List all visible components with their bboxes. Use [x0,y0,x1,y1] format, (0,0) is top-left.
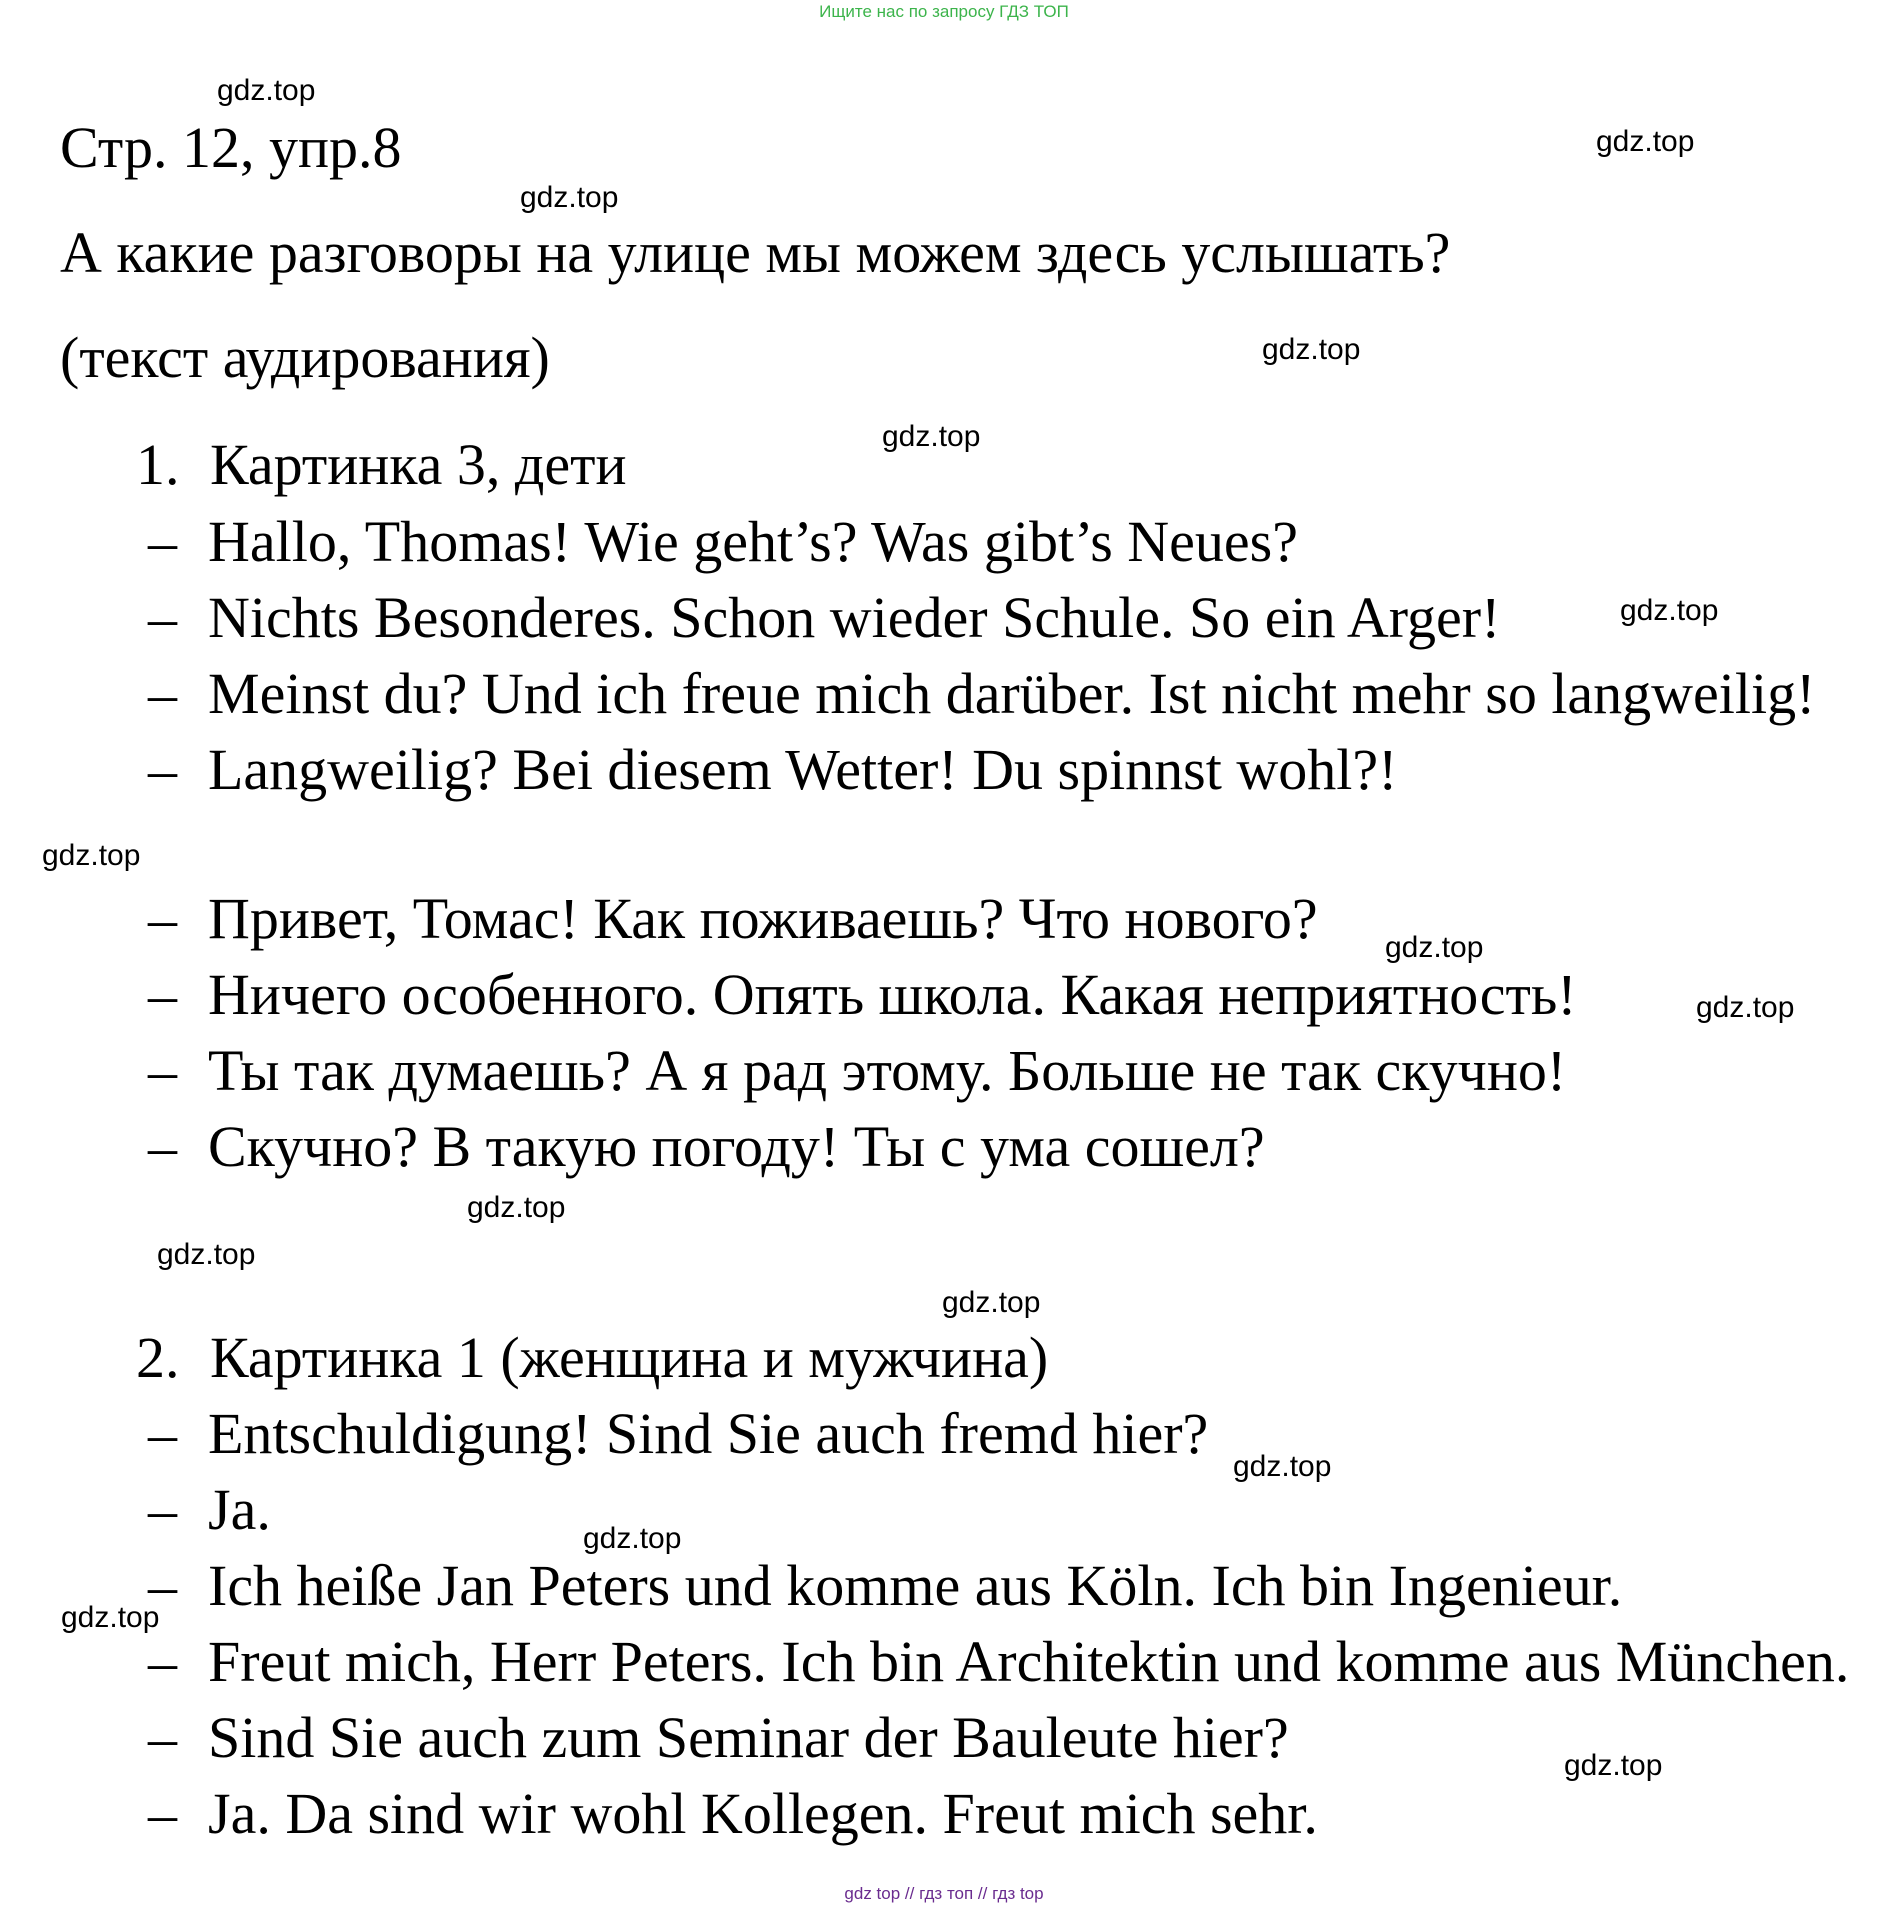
watermark: gdz.top [61,1601,160,1634]
watermark: gdz.top [1564,1749,1663,1782]
dash: – [148,1114,177,1179]
footer-watermark: gdz top // гдз топ // гдз top [844,1884,1044,1903]
dialogue-text: Hallo, Thomas! Wie geht’s? Was gibt’s Neues? [208,509,1298,574]
dialogue-line [148,1475,271,1545]
dialogue-text: Sind Sie auch zum Seminar der Bauleute hier? [208,1705,1289,1770]
watermark: gdz.top [583,1522,682,1555]
dialogue-line [148,1399,1208,1469]
dash: – [148,585,177,650]
watermark: gdz.top [217,74,316,107]
dialogue-text: Langweilig? Bei diesem Wetter! Du spinnst wohl?! [208,737,1398,802]
watermark: gdz.top [520,181,619,214]
intro-note: (текст аудирования) [60,325,550,390]
watermark: gdz.top [42,839,141,872]
watermark: gdz.top [1385,931,1484,964]
watermark: gdz.top [1262,333,1361,366]
dash: – [148,886,177,951]
dash: – [148,1629,177,1694]
dialogue-line [148,659,1815,729]
dialogue-line [148,1627,1849,1697]
dialogue-text: Ja. [208,1477,271,1542]
section-2-number: 2. [136,1325,180,1390]
dialogue-text: Nichts Besonderes. Schon wieder Schule. So ein Arger! [208,585,1501,650]
top-banner: Ищите нас по запросу ГДЗ ТОП [819,2,1069,21]
dialogue-line [148,1703,1289,1773]
section-1-number: 1. [136,432,180,497]
dialogue-line [148,583,1500,653]
dash: – [148,1477,177,1542]
intro-question: А какие разговоры на улице мы можем здесь услышать? [60,220,1451,285]
translation-line [148,1036,1566,1106]
dialogue-text: Entschuldigung! Sind Sie auch fremd hier? [208,1401,1209,1466]
translation-line [148,960,1577,1030]
translation-text: Ничего особенного. Опять школа. Какая неприятность! [208,962,1577,1027]
page-title: Стр. 12, упр.8 [60,115,402,180]
dash: – [148,1553,177,1618]
dialogue-text: Meinst du? Und ich freue mich darüber. Ist nicht mehr so langweilig! [208,661,1816,726]
watermark: gdz.top [467,1191,566,1224]
dialogue-line [148,1551,1622,1621]
translation-text: Скучно? В такую погоду! Ты с ума сошел? [208,1114,1265,1179]
watermark: gdz.top [1620,594,1719,627]
dash: – [148,737,177,802]
dash: – [148,509,177,574]
dash: – [148,1781,177,1846]
dialogue-line [148,507,1298,577]
translation-line [148,1112,1265,1182]
dialogue-line [148,735,1397,805]
watermark: gdz.top [1233,1450,1332,1483]
watermark: gdz.top [942,1286,1041,1319]
dialogue-line [148,1779,1318,1849]
dash: – [148,1705,177,1770]
watermark: gdz.top [1696,991,1795,1024]
translation-text: Ты так думаешь? А я рад этому. Больше не так скучно! [208,1038,1567,1103]
watermark: gdz.top [157,1238,256,1271]
dialogue-text: Freut mich, Herr Peters. Ich bin Architektin und komme aus München. [208,1629,1850,1694]
watermark: gdz.top [882,420,981,453]
translation-text: Привет, Томас! Как поживаешь? Что нового? [208,886,1318,951]
watermark: gdz.top [1596,125,1695,158]
dialogue-text: Ja. Da sind wir wohl Kollegen. Freut mich sehr. [208,1781,1318,1846]
dash: – [148,1401,177,1466]
dialogue-text: Ich heiße Jan Peters und komme aus Köln. Ich bin Ingenieur. [208,1553,1623,1618]
dash: – [148,661,177,726]
section-1-heading [136,430,627,500]
section-2-title: Картинка 1 (женщина и мужчина) [210,1325,1049,1390]
section-1-title: Картинка 3, дети [210,432,627,497]
dash: – [148,1038,177,1103]
section-2-heading [136,1323,1048,1393]
translation-line [148,884,1318,954]
dash: – [148,962,177,1027]
